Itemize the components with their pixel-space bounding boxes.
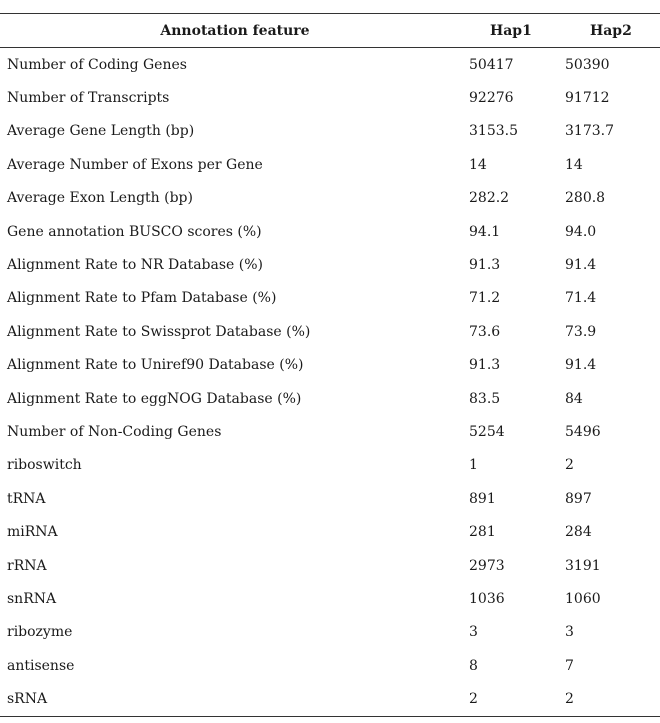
hap2-cell: 5496	[565, 423, 601, 440]
table-row	[0, 549, 660, 582]
hap1-cell: 282.2	[469, 190, 510, 207]
hap2-cell: 2	[565, 691, 574, 708]
hap1-cell: 14	[469, 156, 487, 173]
feature-cell: Alignment Rate to Swissprot Database (%)	[7, 323, 311, 340]
feature-cell: riboswitch	[7, 457, 82, 474]
hap2-cell: 3191	[565, 557, 601, 574]
feature-cell: Number of Non-Coding Genes	[7, 423, 222, 440]
hap2-cell: 1060	[565, 590, 601, 607]
hap1-cell: 94.1	[469, 223, 501, 240]
table-row	[0, 582, 660, 615]
table-row	[0, 516, 660, 549]
table-row	[0, 482, 660, 515]
hap2-cell: 280.8	[565, 190, 606, 207]
hap2-cell: 94.0	[565, 223, 597, 240]
hap1-cell: 91.3	[469, 256, 501, 273]
hap2-cell: 91.4	[565, 357, 597, 374]
hap2-cell: 71.4	[565, 290, 597, 307]
hap2-cell: 91712	[565, 89, 610, 106]
table-row	[0, 115, 660, 148]
hap1-cell: 3	[469, 624, 478, 641]
feature-cell: sRNA	[7, 691, 48, 708]
table-row	[0, 415, 660, 448]
hap1-cell: 73.6	[469, 323, 501, 340]
hap1-cell: 2	[469, 691, 478, 708]
feature-cell: snRNA	[7, 590, 57, 607]
hap2-cell: 3173.7	[565, 123, 614, 140]
table-row	[0, 349, 660, 382]
table-row	[0, 315, 660, 348]
hap2-cell: 7	[565, 657, 574, 674]
hap2-cell: 2	[565, 457, 574, 474]
hap1-cell: 1036	[469, 590, 505, 607]
table-row	[0, 616, 660, 649]
hap1-cell: 1	[469, 457, 478, 474]
feature-cell: Alignment Rate to eggNOG Database (%)	[7, 390, 302, 407]
hap1-cell: 50417	[469, 56, 514, 73]
feature-cell: miRNA	[7, 524, 58, 541]
hap2-cell: 73.9	[565, 323, 597, 340]
table-row	[0, 48, 660, 81]
hap1-cell: 83.5	[469, 390, 501, 407]
hap2-cell: 84	[565, 390, 583, 407]
table-row	[0, 248, 660, 281]
hap2-cell: 3	[565, 624, 574, 641]
hap1-cell: 92276	[469, 89, 514, 106]
hap1-cell: 281	[469, 524, 496, 541]
feature-cell: tRNA	[7, 490, 46, 507]
table-row	[0, 81, 660, 114]
hap1-cell: 91.3	[469, 357, 501, 374]
feature-cell: Gene annotation BUSCO scores (%)	[7, 223, 262, 240]
table-row	[0, 148, 660, 181]
feature-cell: Average Number of Exons per Gene	[7, 156, 263, 173]
hap1-cell: 8	[469, 657, 478, 674]
feature-cell: rRNA	[7, 557, 47, 574]
feature-cell: antisense	[7, 657, 75, 674]
hap2-cell: 14	[565, 156, 583, 173]
feature-cell: Alignment Rate to Pfam Database (%)	[7, 290, 277, 307]
table-header-row	[0, 14, 660, 47]
hap1-cell: 71.2	[469, 290, 501, 307]
feature-cell: Number of Coding Genes	[7, 56, 187, 73]
hap1-cell: 5254	[469, 423, 505, 440]
feature-cell: ribozyme	[7, 624, 73, 641]
feature-cell: Average Exon Length (bp)	[7, 190, 193, 207]
hap2-cell: 284	[565, 524, 592, 541]
feature-cell: Alignment Rate to Uniref90 Database (%)	[7, 357, 304, 374]
table-row	[0, 449, 660, 482]
table-row	[0, 649, 660, 682]
hap2-cell: 897	[565, 490, 592, 507]
hap2-cell: 50390	[565, 56, 610, 73]
table-row	[0, 382, 660, 415]
table-row	[0, 683, 660, 716]
table-bottom-rule	[0, 716, 660, 717]
header-hap2: Hap2	[590, 22, 632, 39]
feature-cell: Number of Transcripts	[7, 89, 170, 106]
table-row	[0, 215, 660, 248]
hap1-cell: 3153.5	[469, 123, 518, 140]
hap1-cell: 891	[469, 490, 496, 507]
header-hap1: Hap1	[490, 22, 532, 39]
table-row	[0, 182, 660, 215]
feature-cell: Alignment Rate to NR Database (%)	[7, 256, 264, 273]
table-row	[0, 282, 660, 315]
header-annotation-feature: Annotation feature	[160, 22, 310, 39]
feature-cell: Average Gene Length (bp)	[7, 123, 195, 140]
hap2-cell: 91.4	[565, 256, 597, 273]
hap1-cell: 2973	[469, 557, 505, 574]
